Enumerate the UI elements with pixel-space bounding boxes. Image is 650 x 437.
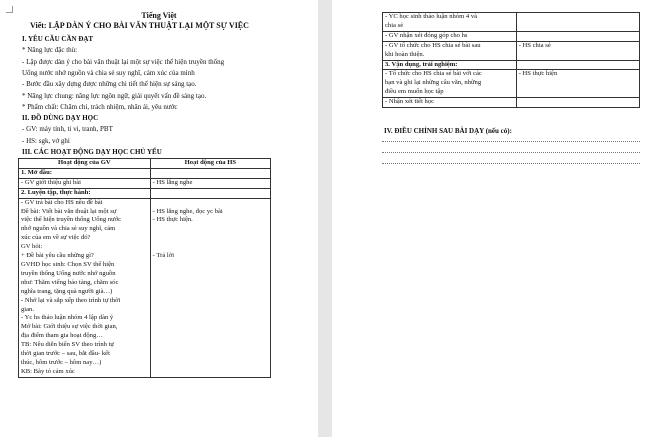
activities-table xyxy=(18,158,271,378)
table-row xyxy=(383,41,640,60)
body-line: - HS: sgk, vở ghi xyxy=(22,136,70,145)
cell-text: 3. Vận dụng, trải nghiệm: xyxy=(385,60,458,68)
student-activity-cell xyxy=(150,198,270,377)
body-line: - Lập được dàn ý cho bài văn thuật lại một sự việc thể hiện truyền thống xyxy=(22,57,225,66)
subject-heading: Tiếng Việt xyxy=(141,11,177,20)
cell-text: - HS thực hiện. xyxy=(152,216,193,224)
student-activity-cell xyxy=(516,60,639,70)
cell-text: - Yc hs thảo luận nhóm 4 lập dàn ý xyxy=(21,314,114,322)
teacher-activity-cell xyxy=(383,98,517,108)
table-row xyxy=(19,178,271,188)
table-row xyxy=(383,98,640,108)
cell-text xyxy=(153,199,268,208)
cell-text: - Nhận xét tiết học xyxy=(385,98,435,106)
student-activity-cell xyxy=(516,13,639,32)
cell-text: - HS lắng nghe, đọc yc bài xyxy=(152,207,223,215)
cell-text: - GV giới thiệu ghi bài xyxy=(21,178,81,186)
cell-text: - GV tổ chức cho HS chia sẻ bài sau xyxy=(385,41,481,49)
body-line: Uống nước nhớ nguồn và chia sẻ suy nghĩ, cảm xúc của mình xyxy=(22,68,195,77)
cell-text: thời gian trước – sau, bắt đầu- kết xyxy=(21,350,110,358)
header-hs: Hoạt động của HS xyxy=(150,159,270,169)
cell-text xyxy=(153,189,268,198)
table-row xyxy=(383,60,640,70)
teacher-activity-cell xyxy=(19,198,151,377)
student-activity-cell xyxy=(516,98,639,108)
student-activity-cell xyxy=(150,188,270,198)
cell-text xyxy=(519,13,637,22)
cell-text xyxy=(519,61,637,70)
cell-text: KB: Bày tỏ cảm xúc xyxy=(21,367,75,375)
teacher-activity-cell xyxy=(383,31,517,41)
section-heading: III. CÁC HOẠT ĐỘNG DẠY HỌC CHỦ YẾU xyxy=(22,148,162,156)
body-line: * Phẩm chất: Chăm chỉ, trách nhiệm, nhân ái, yêu nước xyxy=(22,102,178,111)
cell-text: TB: Nêu diễn biến SV theo trình tự xyxy=(21,341,115,349)
table-row xyxy=(383,70,640,98)
lesson-title: Viết: LẬP DÀN Ý CHO BÀI VĂN THUẬT LẠI MỘT SỰ VIỆC xyxy=(30,21,249,30)
teacher-activity-cell xyxy=(19,188,151,198)
dotted-line xyxy=(382,163,640,164)
cell-text: - HS chia sẻ xyxy=(518,41,551,49)
cell-text: điều em muốn học tập xyxy=(385,88,444,96)
cell-text: Đề bài: Viết bài văn thuật lại một sự xyxy=(21,207,117,215)
cell-text: việc thể hiện truyền thống Uống nước xyxy=(21,216,122,224)
cell-text: - Nhớ lại và sắp xếp theo trình tự thời xyxy=(21,296,121,304)
teacher-activity-cell xyxy=(383,70,517,98)
cell-text: thúc, hôm trước – hôm nay…) xyxy=(21,358,102,366)
cell-text xyxy=(153,243,268,252)
cell-text: xúc của em về sự việc đó? xyxy=(21,234,91,242)
cell-text xyxy=(153,169,268,178)
table-row xyxy=(19,188,271,198)
teacher-activity-cell xyxy=(19,178,151,188)
cell-text: GVHD học sinh: Chọn SV thể hiện xyxy=(21,260,115,268)
body-line: * Năng lực đặc thù: xyxy=(22,46,78,55)
cell-text: GV hỏi: xyxy=(21,243,43,251)
teacher-activity-cell xyxy=(383,60,517,70)
cell-text: - GV trả bài cho HS nêu đề bài xyxy=(21,198,103,206)
cell-text: - HS lắng nghe xyxy=(152,178,193,186)
section-heading: II. ĐỒ DÙNG DẠY HỌC xyxy=(22,114,99,123)
activities-table-continued xyxy=(382,12,640,108)
cell-text xyxy=(153,234,268,243)
student-activity-cell xyxy=(516,70,639,98)
student-activity-cell xyxy=(150,178,270,188)
table-row xyxy=(383,13,640,32)
body-line: * Năng lực chung: năng lực ngôn ngữ, giải quyết vấn đề sáng tạo. xyxy=(22,91,207,100)
dotted-line xyxy=(382,152,640,153)
cell-text: gian. xyxy=(21,305,35,313)
cell-text: - GV nhận xét đóng góp cho hs xyxy=(385,31,468,39)
cell-text: khi hoàn thiện. xyxy=(385,50,425,58)
cell-text: + Đề bài yêu cầu những gì? xyxy=(21,252,94,260)
table-row xyxy=(19,198,271,377)
student-activity-cell xyxy=(150,168,270,178)
cell-text: - Trả lời xyxy=(152,252,175,260)
cell-text: - HS thực hiện xyxy=(518,70,558,78)
document-page-right xyxy=(332,0,650,437)
cell-text: truyền thống Uống nước nhớ nguồn xyxy=(21,269,116,277)
document-page-left xyxy=(0,0,318,437)
cell-text: chia sẻ xyxy=(385,21,404,29)
body-line: - GV: máy tính, ti vi, tranh, PBT xyxy=(22,125,113,134)
table-row xyxy=(383,31,640,41)
student-activity-cell xyxy=(516,41,639,60)
section-heading: I. YÊU CẦU CẦN ĐẠT xyxy=(22,35,94,43)
header-gv: Hoạt động của GV xyxy=(19,159,151,169)
cell-text: Mở bài: Giới thiệu sự việc thời gian, xyxy=(21,323,118,331)
cell-text: 2. Luyện tập, thực hành: xyxy=(21,188,91,196)
teacher-activity-cell xyxy=(383,13,517,32)
adjustment-heading: IV. ĐIỀU CHỈNH SAU BÀI DẠY (nếu có): xyxy=(384,127,512,135)
body-line: - Bước đầu xây dựng được những chi tiết thể hiện sự sáng tạo. xyxy=(22,80,197,89)
cell-text: nhớ nguồn và chia sẻ suy nghĩ, cảm xyxy=(21,225,116,233)
table-row xyxy=(19,168,271,178)
dotted-line xyxy=(382,141,640,142)
cell-text: như: Thăm viếng bảo tàng, chăm sóc xyxy=(21,278,119,286)
cell-text xyxy=(519,98,637,107)
cell-text xyxy=(519,32,637,41)
cell-text: 1. Mở đầu: xyxy=(21,168,52,176)
cell-text xyxy=(153,225,268,234)
teacher-activity-cell xyxy=(383,41,517,60)
cell-text: nghĩa trang, tặng quà người già…) xyxy=(21,287,113,295)
cell-text: bạn và ghi lại những câu văn, những xyxy=(385,79,482,87)
student-activity-cell xyxy=(516,31,639,41)
crop-mark xyxy=(6,6,13,13)
cell-text: địa điểm tham gia hoạt động… xyxy=(21,332,103,340)
teacher-activity-cell xyxy=(19,168,151,178)
cell-text: - Tổ chức cho HS chia sẻ bài với các xyxy=(385,70,482,78)
cell-text: - YC học sinh thảo luận nhóm 4 và xyxy=(385,13,478,20)
